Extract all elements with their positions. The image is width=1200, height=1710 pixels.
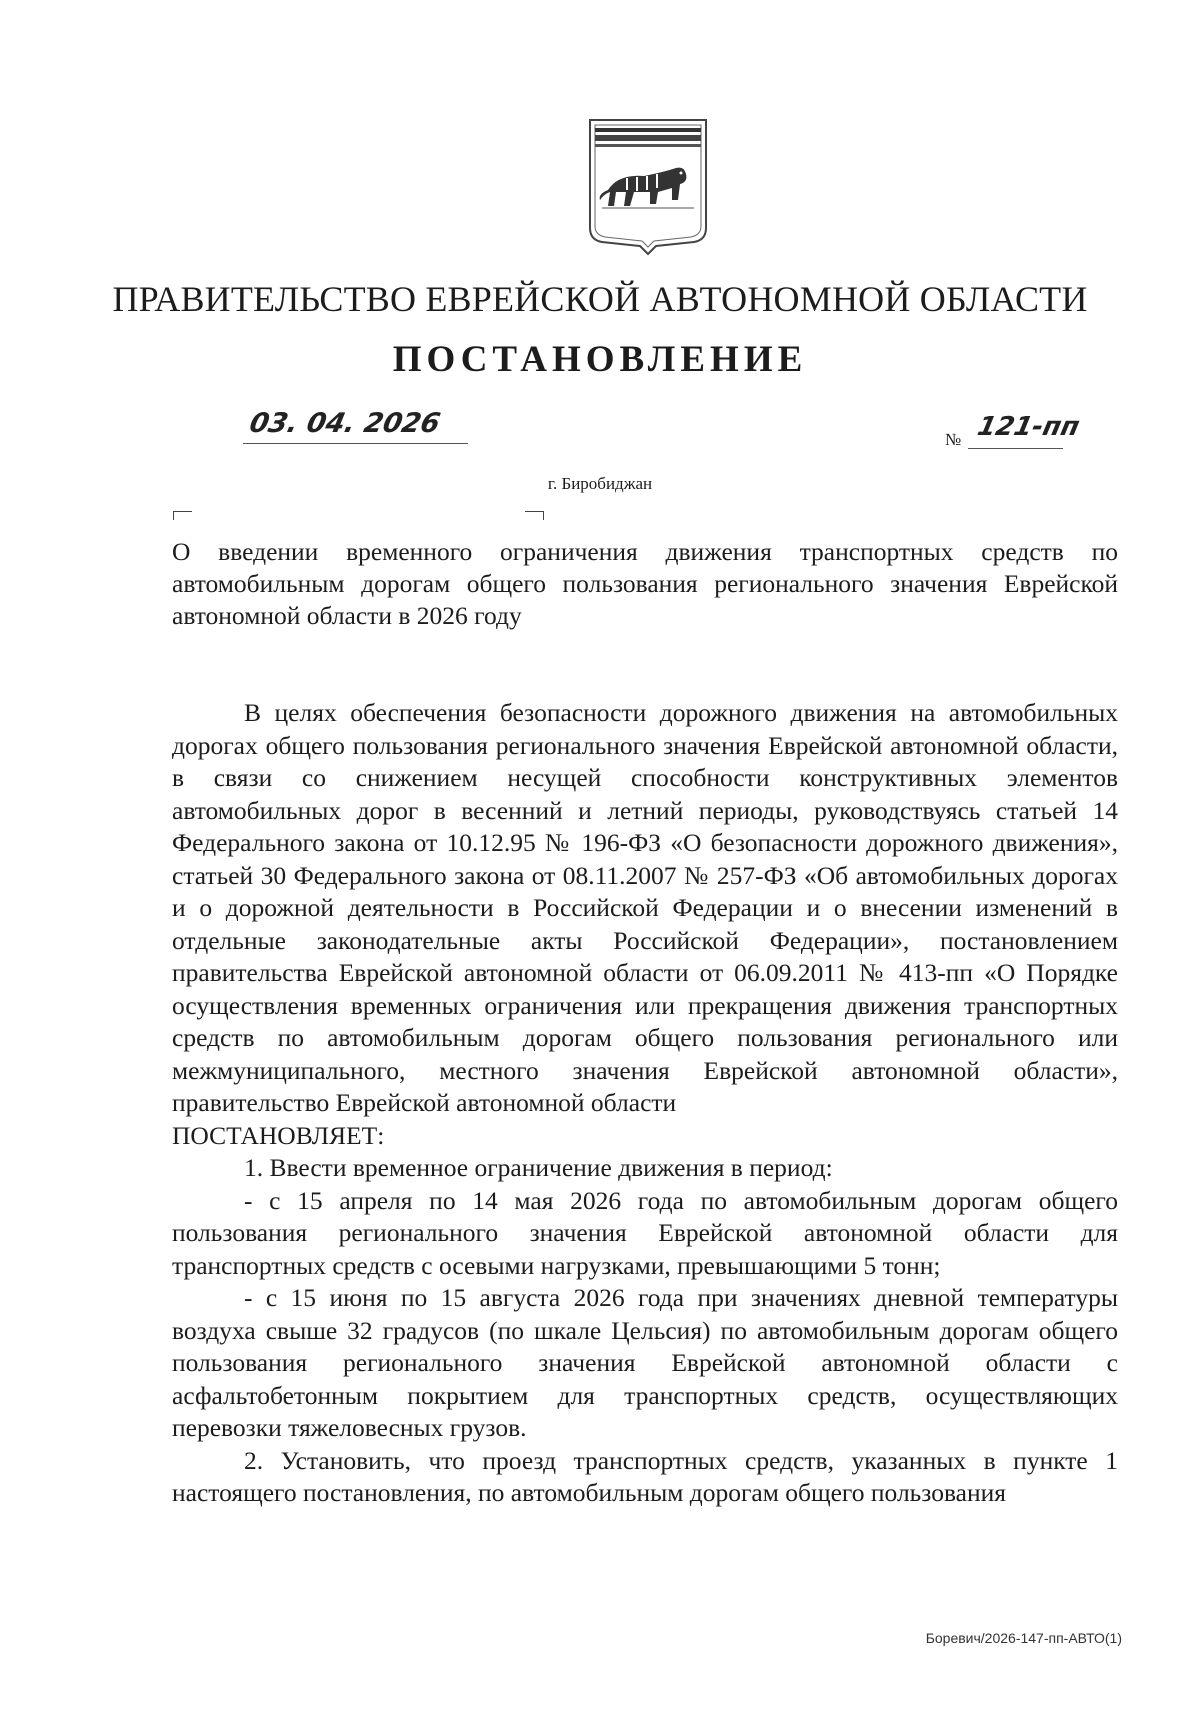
- title-corner-left: [173, 511, 192, 520]
- document-number: 121-пп: [974, 412, 1083, 442]
- item-1: 1. Ввести временное ограничение движения в период:: [244, 1153, 833, 1182]
- document-body: [172, 697, 1118, 1510]
- organization-name: ПРАВИТЕЛЬСТВО ЕВРЕЙСКОЙ АВТОНОМНОЙ ОБЛАСТИ: [112, 279, 1088, 319]
- document-type: ПОСТАНОВЛЕНИЕ: [392, 339, 808, 380]
- item-1-b: - с 15 июня по 15 августа 2026 года при значениях дневной температуры воздуха свыше 32 градусов (по шкале Цельсия) по автомобильным дорогам общего пользования регионального значения Еврейской автономной области с асфальтобетонным покрытием для транспортных средств, осуществляющих перевозки тяжеловесных грузов.: [172, 1283, 1118, 1442]
- number-sign: №: [945, 430, 962, 449]
- city-name: г. Биробиджан: [547, 474, 653, 493]
- date-underline: [243, 443, 468, 444]
- number-underline: [968, 448, 1063, 449]
- title-corner-right: [525, 511, 544, 520]
- item-1-a: - с 15 апреля по 14 мая 2026 года по автомобильным дорогам общего пользования регионального значения Еврейской автономной области для транспортных средств с осевыми нагрузками, превышающими 5 тонн;: [172, 1185, 1118, 1280]
- footer-reference: Боревич/2026-147-пп-АВТО(1): [925, 1630, 1122, 1646]
- preamble-paragraph: В целях обеспечения безопасности дорожного движения на автомобильных дорогах общего пользования регионального значения Еврейской автономной области, в связи со снижением несущей способности конструктивных элементов автомобильных дорог в весенний и летний периоды, руководствуясь статьей 14 Федерального закона от 10.12.95 № 196-ФЗ «О безопасности дорожного движения», статьей 30 Федерального закона от 08.11.2007 № 257-ФЗ «Об автомобильных дорогах и о дорожной деятельности в Российской Федерации и о внесении изменений в отдельные законодательные акты Российской Федерации», постановлением правительства Еврейской автономной области от 06.09.2011 № 413-пп «О Порядке осуществления временных ограничения или прекращения движения транспортных средств по автомобильным дорогам общего пользования регионального или межмуниципального, местного значения Еврейской автономной области», правительство Еврейской автономной области: [172, 698, 1118, 1117]
- document-date: 03. 04. 2026: [246, 408, 443, 439]
- resolves-heading: ПОСТАНОВЛЯЕТ:: [172, 1120, 385, 1150]
- item-2: 2. Установить, что проезд транспортных средств, указанных в пункте 1 настоящего постановления, по автомобильным дорогам общего пользования: [172, 1445, 1118, 1507]
- document-title: О введении временного ограничения движения транспортных средств по автомобильным дорогам общего пользования регионального значения Еврейской автономной области в 2026 году: [172, 537, 1118, 630]
- tiger-coat-of-arms-icon: [586, 116, 710, 256]
